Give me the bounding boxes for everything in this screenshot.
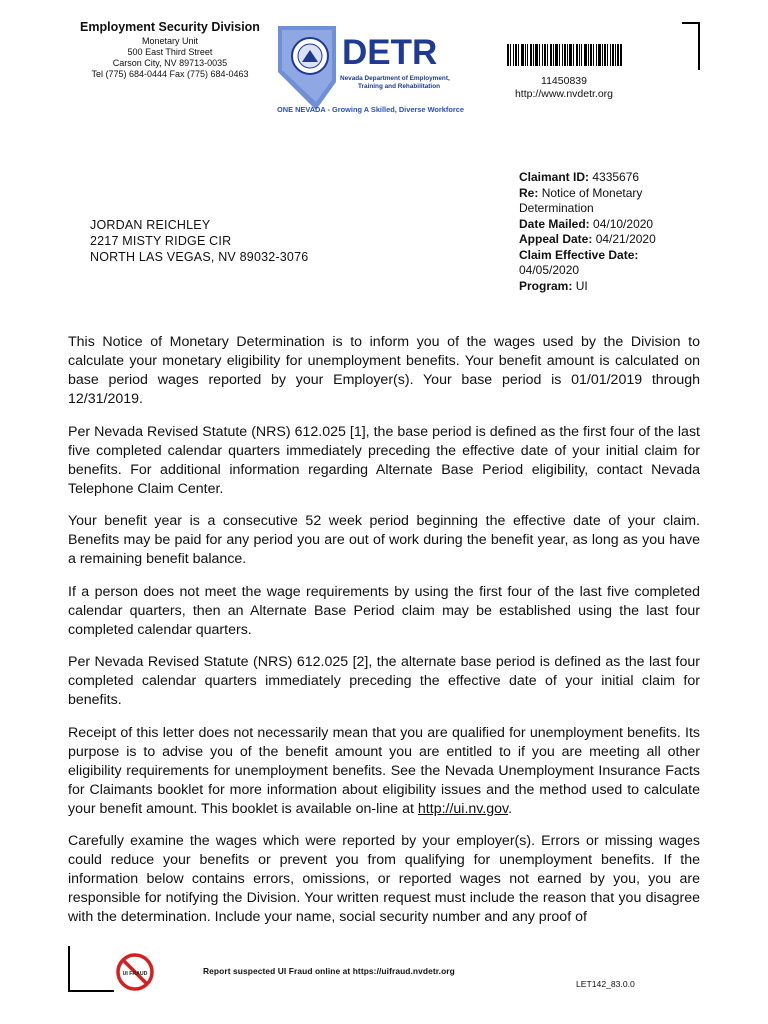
paragraph-3: Your benefit year is a consecutive 52 week period beginning the effective date of your claim. Benefits may be paid for any period you are out of work during the benefit year, as long as you have a remaining benefit balance.	[68, 513, 700, 567]
recipient-street: 2217 MISTY RIDGE CIR	[90, 234, 232, 248]
barcode-icon	[507, 44, 622, 66]
recipient-address	[90, 217, 308, 265]
paragraph-6	[68, 724, 700, 819]
no-fraud-text: UI FRAUD	[122, 971, 148, 977]
agency-street: 500 East Third Street	[127, 47, 213, 57]
date-mailed-value: 04/10/2020	[593, 216, 654, 231]
agency-header	[70, 20, 270, 80]
effective-date-label: Claim Effective Date:	[519, 247, 639, 262]
claim-details	[519, 170, 699, 294]
ui-nv-gov-link[interactable]: http://ui.nv.gov	[417, 800, 509, 817]
paragraph-2: Per Nevada Revised Statute (NRS) 612.025 [1], the base period is defined as the first four of the last five completed calendar quarters immediately preceding the effective date of your initial claim for benefits. For additional information regarding Alternate Base Period eligibility, contact Nevada Telephone Claim Center.	[68, 423, 700, 497]
logo-dept-line2: Training and Rehabilitation	[358, 83, 441, 90]
document-id-block	[508, 75, 620, 101]
detr-logo	[276, 24, 472, 116]
website-url: http://www.nvdetr.org	[514, 88, 614, 100]
recipient-city: NORTH LAS VEGAS, NV 89032-3076	[90, 250, 309, 264]
paragraph-6-text: Receipt of this letter does not necessarily mean that you are qualified for unemployment benefits. Its purpose is to advise you of the benefit amount you are entitled to if you are meeting all other eligibility requirements for unemployment benefits. See the Nevada Unemployment Insurance Facts for Claimants booklet for more information about eligibility issues and the method used to calculate your benefit amount. This booklet is available on-line at	[68, 724, 700, 817]
paragraph-7: Carefully examine the wages which were reported by your employer(s). Errors or missing wages could reduce your benefits or prevent you from qualifying for unemployment benefits. If the information below contains errors, omissions, or reported wages not earned by you, you are responsible for notifying the Division. Your written request must include the reason that you disagree with the determination. Include your name, social security number and any proof of	[68, 833, 700, 925]
agency-city: Carson City, NV 89713-0035	[112, 58, 228, 68]
re-label: Re:	[519, 185, 539, 200]
paragraph-5: Per Nevada Revised Statute (NRS) 612.025 [2], the alternate base period is defined as the last four completed calendar quarters immediately preceding the effective date of your initial claim for benefits.	[68, 654, 700, 708]
claimant-id-row	[519, 170, 699, 186]
paragraph-6-end: .	[508, 800, 513, 817]
corner-mark-top-right	[682, 22, 700, 70]
logo-tagline: ONE NEVADA - Growing A Skilled, Diverse Workforce	[277, 105, 464, 114]
no-fraud-icon	[115, 952, 155, 992]
logo-brand: DETR	[342, 33, 438, 72]
logo-dept-line1: Nevada Department of Employment,	[340, 75, 450, 82]
program-label: Program:	[519, 278, 573, 293]
date-mailed-row	[519, 217, 699, 233]
paragraph-4: If a person does not meet the wage requirements by using the first four of the last five completed calendar quarters, then an Alternate Base Period claim may be established using the last four completed calendar quarters.	[68, 583, 700, 638]
appeal-date-label: Appeal Date:	[519, 232, 593, 246]
re-row	[519, 186, 699, 217]
claimant-id-value: 4335676	[592, 170, 640, 184]
recipient-name: JORDAN REICHLEY	[90, 218, 211, 232]
date-mailed-label: Date Mailed:	[519, 216, 590, 231]
program-row	[519, 279, 699, 295]
agency-phone-fax: Tel (775) 684-0444 Fax (775) 684-0463	[91, 69, 249, 79]
effective-date-value: 04/05/2020	[519, 263, 580, 277]
claimant-id-label: Claimant ID:	[519, 170, 590, 184]
appeal-date-row	[519, 232, 699, 248]
effective-date-row	[519, 248, 699, 264]
form-code: LET142_83.0.0	[576, 979, 635, 989]
fraud-notice: Report suspected UI Fraud online at https://uifraud.nvdetr.org	[203, 966, 455, 976]
agency-name: Employment Security Division	[80, 20, 260, 34]
appeal-date-value: 04/21/2020	[595, 232, 656, 246]
document-number: 11450839	[541, 75, 587, 87]
agency-unit: Monetary Unit	[141, 36, 199, 46]
re-value: Notice of Monetary Determination	[519, 185, 643, 215]
letter-body	[68, 333, 700, 941]
corner-mark-bottom-left	[68, 946, 114, 992]
program-value: UI	[575, 278, 588, 293]
paragraph-1: This Notice of Monetary Determination is to inform you of the wages used by the Division to calculate your monetary eligibility for unemployment benefits. Your benefit amount is calculated on base period wages reported by your Employer(s). Your base period is 01/01/2019 through 12/31/2019.	[68, 334, 700, 407]
